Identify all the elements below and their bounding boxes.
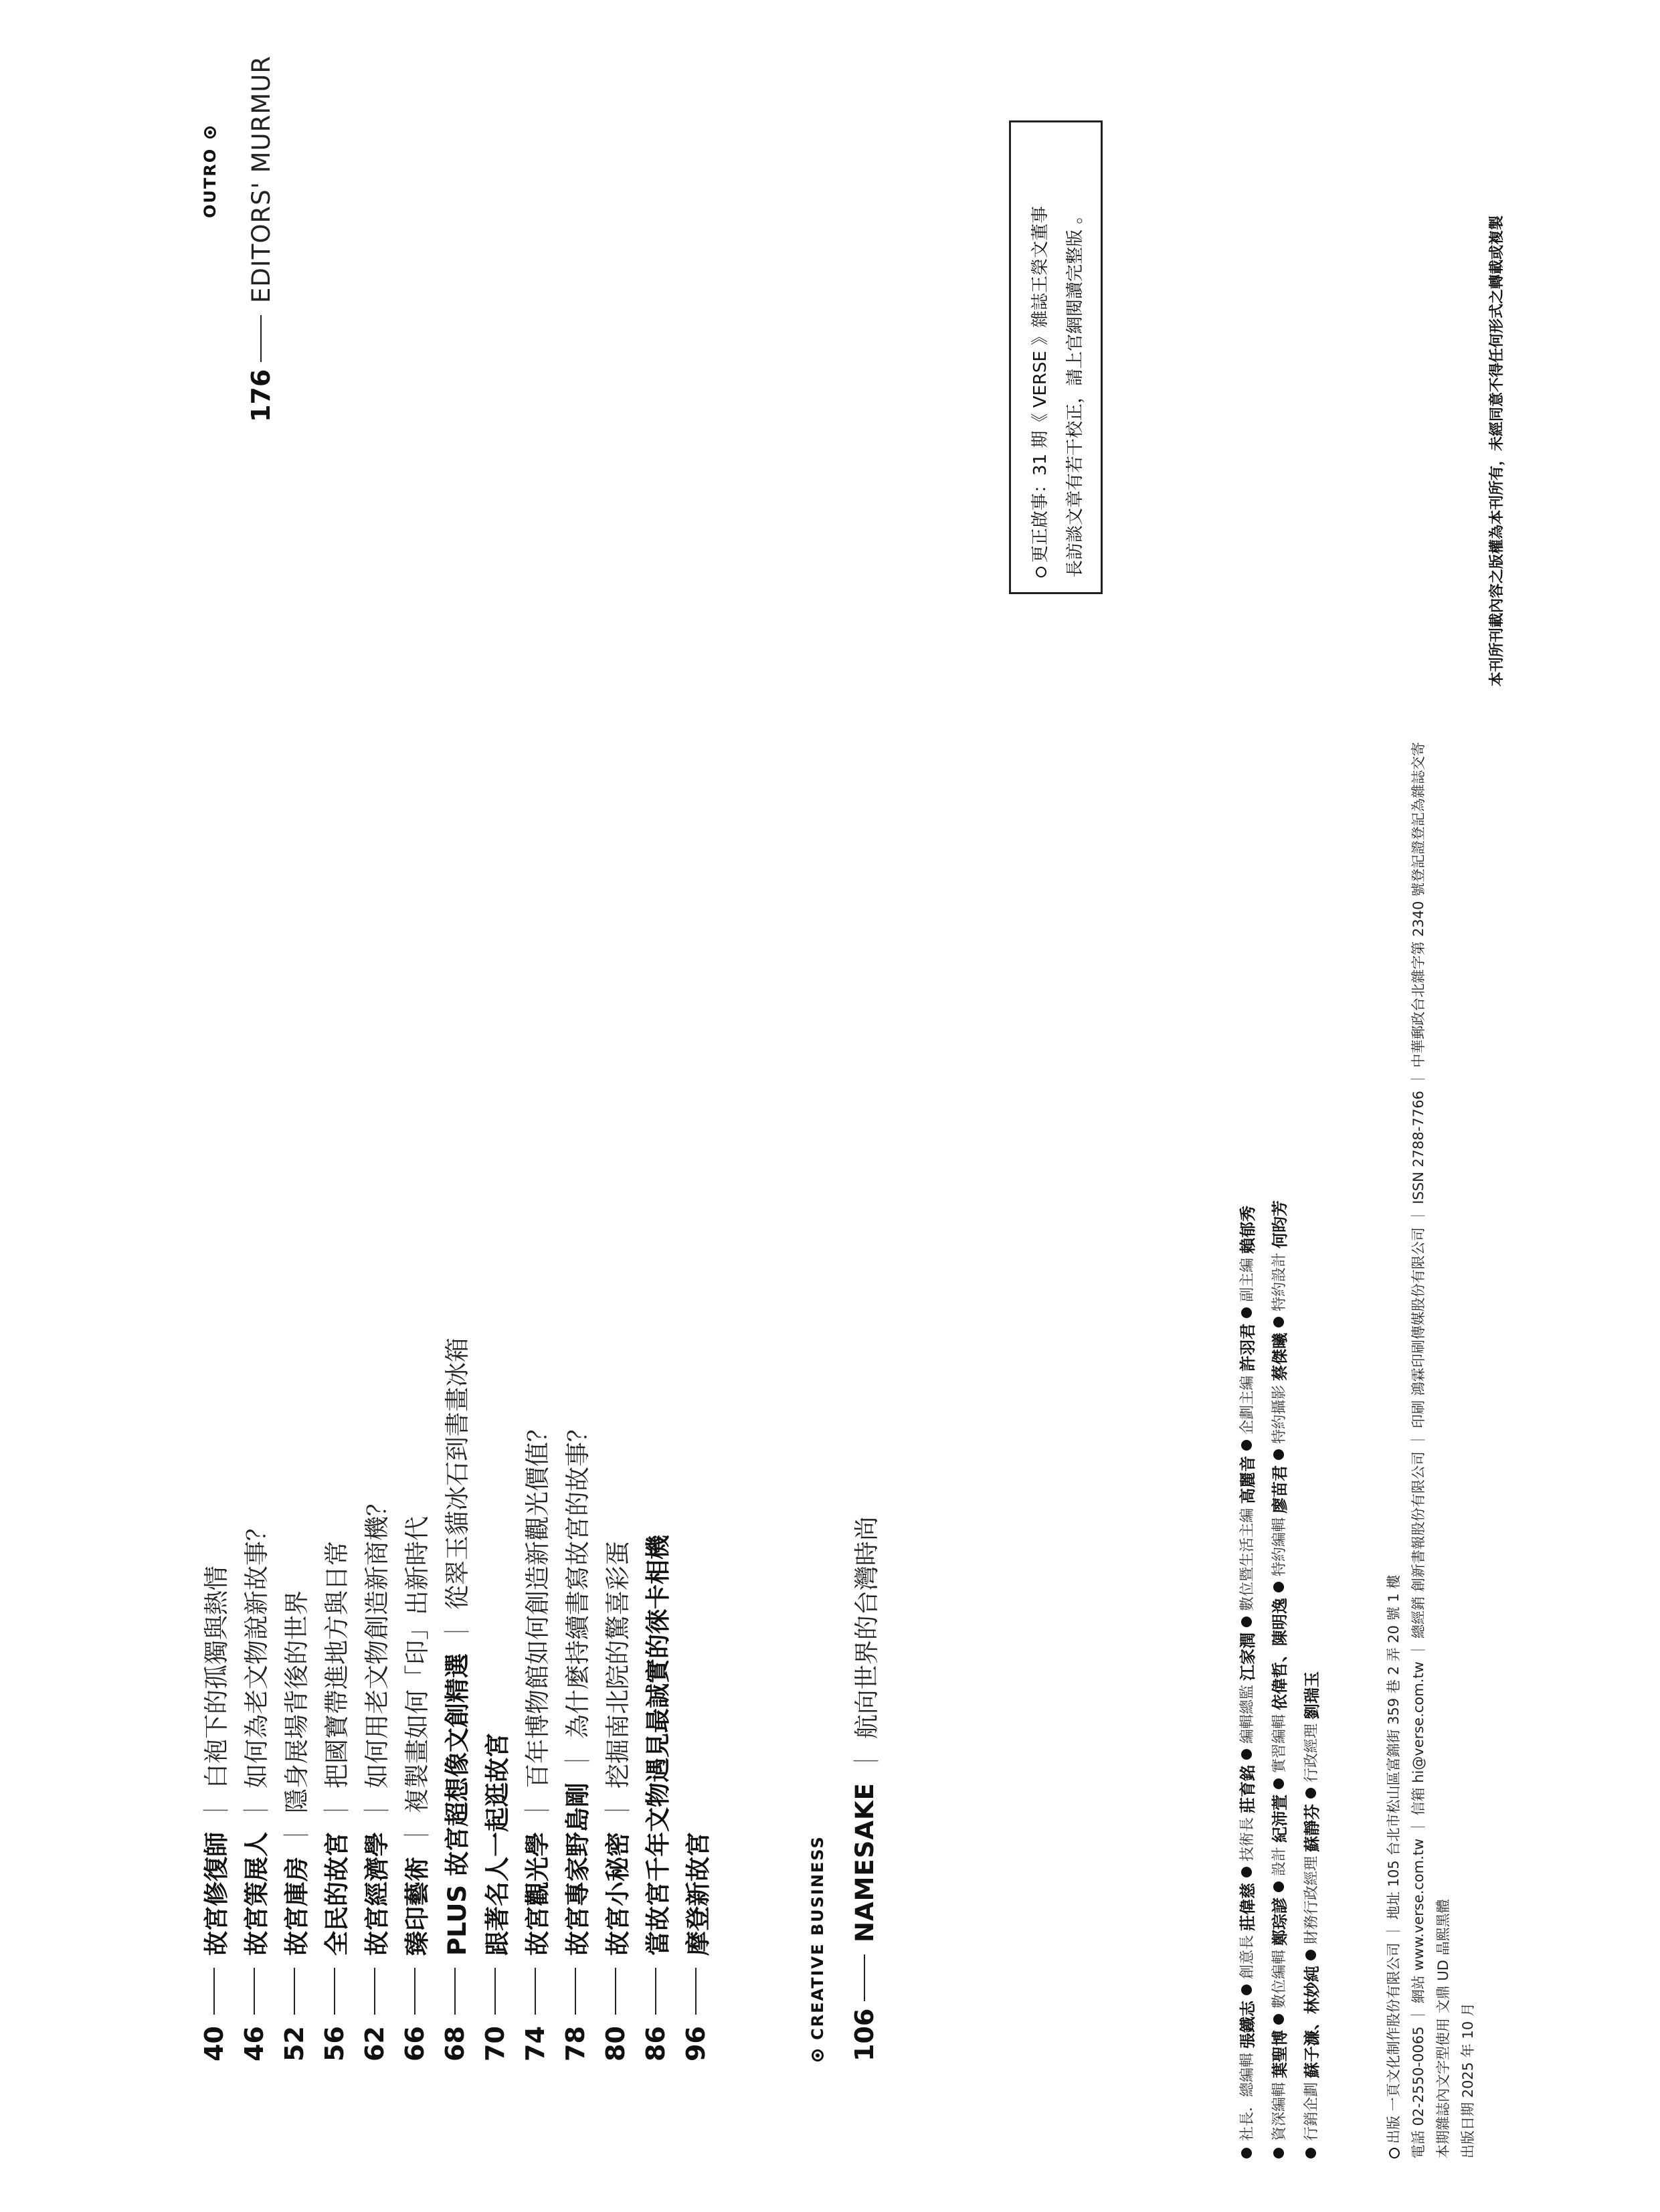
toc-entry[interactable] bbox=[515, 1417, 555, 2061]
toc-entry[interactable] bbox=[234, 1516, 274, 2061]
credit-name: 紀沛萱 bbox=[1271, 1794, 1289, 1843]
leader-dash bbox=[655, 1968, 656, 2015]
copyright-notice: 本刊所刊載內容之版權為本刊所有，未經同意不得任何形式之轉載或複製 bbox=[1489, 215, 1505, 686]
article-title: NAMESAKE bbox=[850, 1782, 879, 1942]
article-title: 故宮修復師 bbox=[202, 1832, 231, 1956]
publish-date: 出版日期 2025 年 10 月 bbox=[1460, 2003, 1476, 2158]
bullet-icon bbox=[1273, 2014, 1284, 2025]
toc-entry[interactable] bbox=[676, 1832, 716, 2061]
page-number: 62 bbox=[360, 2026, 389, 2061]
bullet-icon bbox=[1241, 1749, 1252, 1760]
credit-role: 企劃主編 bbox=[1239, 1375, 1256, 1435]
leader-dash bbox=[213, 1968, 215, 2015]
section-label-text: OUTRO bbox=[201, 147, 219, 218]
contact-info: 電話 02-2550-0065 ｜ 網站 www.verse.com.tw ｜ 信箱 hi@verse.com.tw ｜ 總經銷 創新書報股份有限公司 ｜ 印刷 鴻霖印刷傳媒股份有限公司 ｜ ISSN 2788-7766 ｜ 中華郵政台北雜字第 2340 號登記證登記為雜誌交寄 bbox=[1410, 741, 1426, 2158]
notice-line: 長訪談文章有若干校正，請上官網閱讀完整版 。 bbox=[1065, 206, 1085, 577]
table-of-contents bbox=[194, 1125, 729, 2061]
credit-role: 資深編輯 bbox=[1271, 2082, 1288, 2141]
toc-entry[interactable] bbox=[314, 1541, 355, 2061]
article-title: 故宮庫房 bbox=[282, 1857, 311, 1956]
credit-role: 數位編輯 bbox=[1271, 1949, 1288, 2009]
article-subtitle: 為什麼持續書寫故宮的故事？ bbox=[563, 1417, 592, 1739]
article-title: 故宮策展人 bbox=[242, 1832, 271, 1956]
article-title: 故宮觀光學 bbox=[523, 1832, 552, 1956]
divider: ｜ bbox=[604, 1798, 632, 1823]
credit-name: 廖苗君 bbox=[1271, 1465, 1289, 1513]
toc-entry[interactable] bbox=[636, 1535, 676, 2061]
credit-role: 編輯總監 bbox=[1239, 1684, 1256, 1744]
credit-role: 技術長 bbox=[1239, 1817, 1256, 1861]
page-number: 176 bbox=[246, 369, 276, 422]
credit-role: 社長．總編輯 bbox=[1239, 2052, 1256, 2141]
credit-role: 行政經理 bbox=[1303, 1723, 1320, 1782]
bullet-icon bbox=[1241, 1985, 1252, 1995]
divider: ｜ bbox=[523, 1798, 552, 1823]
bullet-icon bbox=[1273, 1881, 1284, 1892]
credit-role: 設計 bbox=[1271, 1846, 1288, 1876]
bullet-icon bbox=[1241, 1307, 1252, 1318]
page-number: 68 bbox=[440, 2026, 470, 2061]
leader-dash bbox=[254, 1968, 255, 2015]
article-title: 故宮經濟學 bbox=[363, 1832, 391, 1956]
page-number: 96 bbox=[681, 2026, 711, 2061]
page-number: 46 bbox=[240, 2026, 269, 2061]
credit-role: 副主編 bbox=[1239, 1257, 1256, 1302]
credit-role: 數位暨生活主編 bbox=[1239, 1507, 1256, 1611]
toc-entry[interactable] bbox=[595, 1541, 636, 2061]
credit-name: 莊育銘 bbox=[1238, 1764, 1257, 1813]
credit-name: 許羽君 bbox=[1238, 1323, 1257, 1372]
credit-name: 賴郁秀 bbox=[1238, 1205, 1257, 1254]
bullet-icon bbox=[1273, 1449, 1284, 1460]
article-title: PLUS 故宮超想像文創精選 bbox=[443, 1653, 472, 1956]
toc-entry-namesake[interactable] bbox=[844, 1516, 885, 2061]
article-title: 跟著名人一起逛故宮 bbox=[483, 1733, 512, 1956]
page-number: 66 bbox=[400, 2026, 430, 2061]
article-subtitle: 把國寶帶進地方與日常 bbox=[322, 1541, 351, 1788]
bullet-icon bbox=[1241, 1867, 1252, 1877]
bullet-icon bbox=[1273, 1778, 1284, 1789]
toc-entry[interactable] bbox=[395, 1516, 435, 2061]
article-title: 故宮專家野島剛 bbox=[563, 1782, 592, 1956]
open-circle-icon bbox=[1036, 567, 1046, 577]
toc-entry[interactable] bbox=[435, 1338, 475, 2061]
toc-entry[interactable] bbox=[194, 1566, 234, 2061]
credit-name: 高麗音 bbox=[1238, 1455, 1257, 1504]
credit-name: 江家潤 bbox=[1238, 1632, 1257, 1681]
article-subtitle: 如何為老文物說新故事？ bbox=[242, 1516, 271, 1788]
page-number: 70 bbox=[480, 2026, 510, 2061]
credit-name: 依偉哲、陳明逸 bbox=[1271, 1597, 1289, 1710]
divider: ｜ bbox=[852, 1748, 881, 1774]
leader-dash bbox=[864, 1954, 865, 2001]
toc-entry[interactable] bbox=[274, 1590, 314, 2061]
page-number: 52 bbox=[280, 2026, 309, 2061]
bullet-icon bbox=[1241, 2148, 1252, 2158]
page-number: 74 bbox=[521, 2026, 550, 2061]
leader-dash bbox=[414, 1968, 416, 2015]
divider: ｜ bbox=[563, 1748, 592, 1773]
leader-dash bbox=[454, 1968, 456, 2015]
toc-entry[interactable] bbox=[355, 1491, 395, 2061]
article-title: 故宮小秘密 bbox=[604, 1832, 632, 1956]
toc-entry[interactable] bbox=[555, 1417, 595, 2061]
bullet-icon bbox=[1305, 1788, 1316, 1799]
credit-name: 葉聖博 bbox=[1271, 2029, 1289, 2078]
article-subtitle: 隱身展場背後的世界 bbox=[282, 1590, 311, 1813]
leader-dash bbox=[494, 1968, 496, 2015]
leader-dash bbox=[294, 1968, 295, 2015]
credit-role: 特約設計 bbox=[1271, 1252, 1288, 1311]
leader-dash bbox=[260, 315, 262, 362]
credit-name: 何昀芳 bbox=[1271, 1200, 1289, 1249]
bullet-icon bbox=[1305, 2148, 1316, 2158]
credit-name: 蘇靜芬 bbox=[1303, 1803, 1321, 1852]
bullet-icon bbox=[1241, 1617, 1252, 1627]
toc-entry[interactable] bbox=[475, 1733, 515, 2061]
article-subtitle: 複製畫如何「印」出新時代 bbox=[403, 1516, 432, 1813]
credit-role: 創意長 bbox=[1239, 1934, 1256, 1979]
notice-line: 更正啟事：31 期《 VERSE 》雜誌王榮文董事 bbox=[1023, 137, 1058, 577]
credit-role: 特約編輯 bbox=[1271, 1517, 1288, 1576]
section-label-text: CREATIVE BUSINESS bbox=[808, 1835, 827, 2040]
bullet-icon bbox=[1273, 1582, 1284, 1592]
credit-name: 蔡傑曦 bbox=[1271, 1332, 1289, 1381]
bullet-icon bbox=[1273, 2148, 1284, 2158]
leader-dash bbox=[575, 1968, 576, 2015]
article-subtitle: 如何用老文物創造新商機？ bbox=[363, 1491, 391, 1788]
article-subtitle: 挖掘南北院的驚喜彩蛋 bbox=[604, 1541, 632, 1788]
credit-name: 莊偉慈 bbox=[1238, 1882, 1257, 1931]
circle-dot-icon bbox=[204, 126, 216, 139]
article-title: 當故宮千年文物遇見最誠實的徠卡相機 bbox=[644, 1535, 672, 1956]
leader-dash bbox=[334, 1968, 335, 2015]
credit-name: 張鐵志 bbox=[1238, 2000, 1257, 2049]
divider: ｜ bbox=[282, 1823, 311, 1847]
divider: ｜ bbox=[363, 1798, 391, 1823]
credits-line bbox=[1299, 1671, 1322, 2158]
divider: ｜ bbox=[202, 1798, 231, 1823]
divider: ｜ bbox=[443, 1619, 472, 1645]
bullet-icon bbox=[1241, 1440, 1252, 1451]
page-number: 86 bbox=[641, 2026, 670, 2061]
divider: ｜ bbox=[322, 1798, 351, 1823]
article-subtitle: 航向世界的台灣時尚 bbox=[852, 1516, 881, 1740]
bullet-icon bbox=[1305, 1950, 1316, 1960]
page-number: 40 bbox=[199, 2026, 229, 2061]
open-circle-icon bbox=[1389, 2148, 1400, 2158]
leader-dash bbox=[535, 1968, 536, 2015]
circle-dot-icon bbox=[812, 2049, 824, 2061]
page-number: 56 bbox=[320, 2026, 349, 2061]
divider: ｜ bbox=[242, 1798, 271, 1823]
page-number: 80 bbox=[601, 2026, 630, 2061]
page-number: 78 bbox=[561, 2026, 590, 2061]
article-title: 摩登新故宮 bbox=[684, 1832, 713, 1956]
credits-line bbox=[1267, 1200, 1290, 2158]
section-label-outro bbox=[201, 126, 219, 218]
article-title: EDITORS' MURMUR bbox=[246, 55, 276, 303]
leader-dash bbox=[615, 1968, 616, 2015]
correction-notice-box bbox=[1009, 120, 1103, 594]
credit-role: 行銷企劃 bbox=[1303, 2082, 1320, 2141]
font-info: 本期雜誌內文字型使用 文鼎 UD 晶熙黑體 bbox=[1435, 1899, 1451, 2158]
credit-name: 鄭琮諺 bbox=[1271, 1897, 1289, 1946]
credit-name: 劉瑞玉 bbox=[1303, 1671, 1321, 1720]
bullet-icon bbox=[1273, 1317, 1284, 1327]
leader-dash bbox=[374, 1968, 375, 2015]
credit-role: 實習編輯 bbox=[1271, 1714, 1288, 1773]
article-subtitle: 從翠玉貓冰石到書畫冰箱 bbox=[443, 1338, 472, 1610]
leader-dash bbox=[695, 1968, 697, 2015]
divider: ｜ bbox=[403, 1823, 432, 1847]
credit-role: 財務行政經理 bbox=[1303, 1855, 1320, 1944]
credit-name: 蘇子濂、林妙純 bbox=[1303, 1965, 1321, 2078]
page-number: 106 bbox=[850, 2008, 879, 2061]
article-title: 臻印藝術 bbox=[403, 1857, 432, 1956]
credit-role: 特約攝影 bbox=[1271, 1384, 1288, 1444]
article-subtitle: 百年博物館如何創造新觀光價值？ bbox=[523, 1417, 552, 1788]
article-title: 全民的故宮 bbox=[322, 1832, 351, 1956]
section-label-creative-business bbox=[808, 1835, 827, 2061]
publisher-info: 出版 一頁文化制作股份有限公司 ｜ 地址 105 台北市松山區富錦街 359 巷 2 弄 20 號 1 樓 bbox=[1383, 1575, 1403, 2158]
toc-entry-editors-murmur[interactable] bbox=[241, 56, 281, 422]
article-subtitle: 白袍下的孤獨與熱情 bbox=[202, 1566, 231, 1788]
credits-line bbox=[1234, 1206, 1258, 2158]
